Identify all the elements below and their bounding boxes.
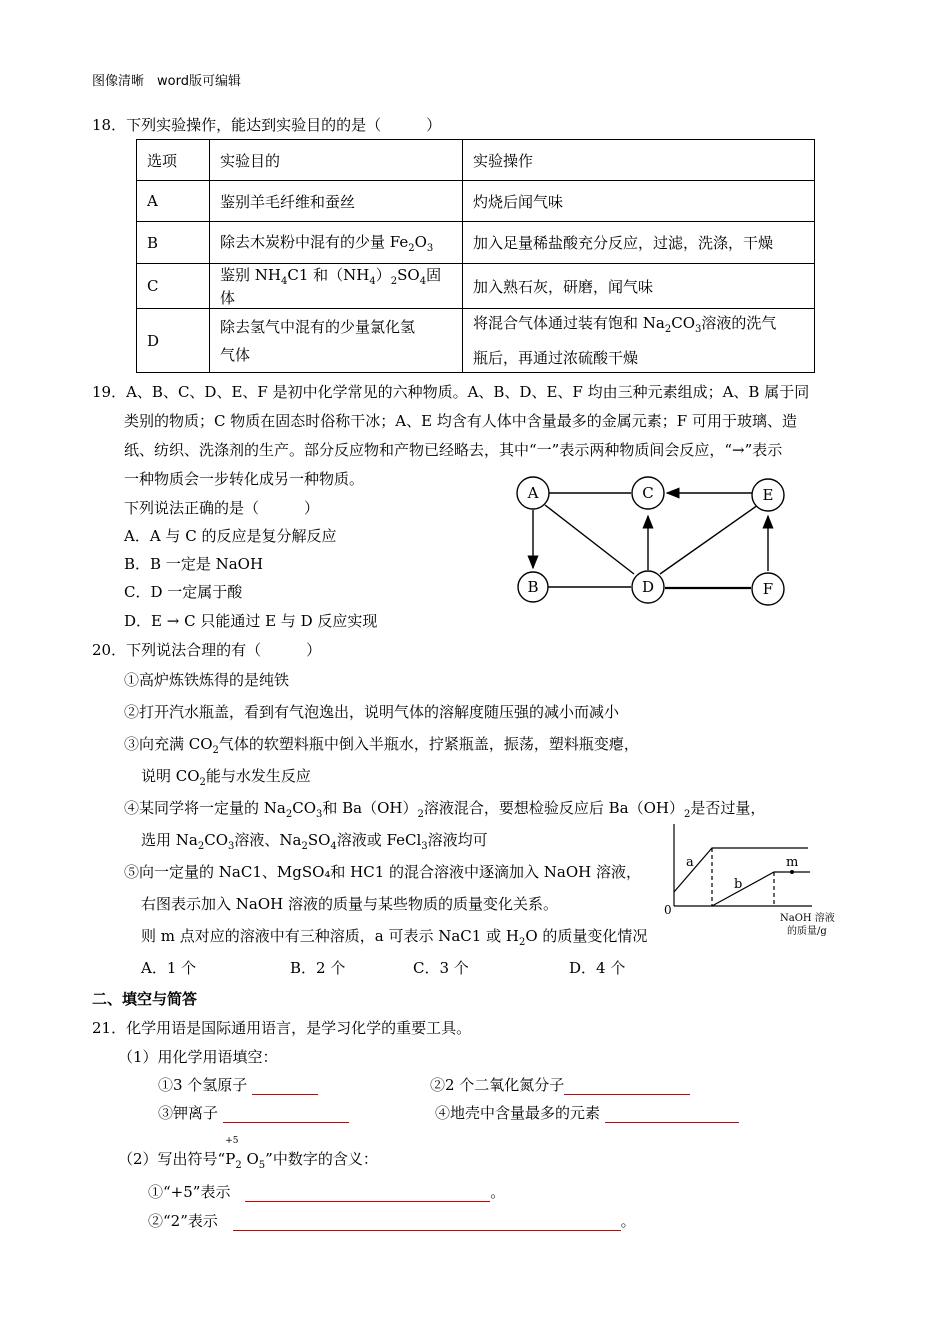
label-a: a xyxy=(686,855,694,870)
q20-mass-graph xyxy=(660,822,840,944)
q19-line: 一种物质会一步转化成另一种物质。 xyxy=(124,470,365,488)
header-cell: 实验目的 xyxy=(210,140,463,181)
q20-statement-cont: 选用 $Na_2CO_3$溶液、$Na_2SO_4$溶液或 FeCl$_3$溶液均可 xyxy=(141,831,488,852)
table-row xyxy=(137,181,815,222)
answer-blank[interactable] xyxy=(605,1106,739,1123)
q19-line: 纸、纺织、洗涤剂的生产。部分反应物和产物已经略去，其中“一”表示两种物质间会反应，“→”表示 xyxy=(124,441,783,459)
q21-item: ①3 个氢原子 xyxy=(158,1074,318,1095)
q20-statement: ①高炉炼铁炼得的是纯铁 xyxy=(124,671,290,689)
label-origin: 0 xyxy=(664,903,672,917)
curve-b xyxy=(712,872,810,906)
header-cell: 实验操作 xyxy=(463,140,815,181)
q20-statement: ④某同学将一定量的 $Na_2CO_3$和 $Ba(OH)_2$溶液混合，要想检验反应后 $Ba(OH)_2$是否过量， xyxy=(124,799,766,820)
q21-item: ④地壳中含量最多的元素 xyxy=(435,1102,739,1123)
node-b: B xyxy=(527,578,539,596)
answer-blank[interactable] xyxy=(245,1185,490,1202)
q20-option: B．2 个 xyxy=(290,959,346,977)
purpose-cell: 除去木炭粉中混有的少量 $Fe_2O_3$ xyxy=(210,222,463,264)
q20-option: D．4 个 xyxy=(569,959,626,977)
operation-cell: 将混合气体通过装有饱和 $Na_2CO_3$溶液的洗气 瓶后，再通过浓硫酸干燥 xyxy=(463,309,815,373)
q20-option: A．1 个 xyxy=(141,959,197,977)
q19-option: A．A 与 C 的反应是复分解反应 xyxy=(124,527,337,545)
q19-line: 19．A、B、C、D、E、F 是初中化学常见的六种物质。A、B、D、E、F 均由三种元素组成；A、B 属于同 xyxy=(92,383,810,401)
q19-option: B．B 一定是 NaOH xyxy=(124,555,264,573)
edge-a-d xyxy=(545,505,634,574)
q20-statement: ⑤向一定量的 NaC1、MgSO₄和 HC1 的混合溶液中逐滴加入 NaOH 溶液， xyxy=(124,863,642,881)
section-title: 二、填空与简答 xyxy=(92,990,198,1008)
node-c: C xyxy=(642,484,654,502)
node-f: F xyxy=(762,580,774,598)
q21-stem: 21．化学用语是国际通用语言，是学习化学的重要工具。 xyxy=(92,1019,472,1037)
q21-part: （1）用化学用语填空： xyxy=(118,1048,278,1066)
q19-relation-diagram xyxy=(500,470,800,610)
operation-cell: 加入足量稀盐酸充分反应，过滤，洗涤，干燥 xyxy=(463,222,815,264)
q19-line: 类别的物质；C 物质在固态时俗称干冰；A、E 均含有人体中含量最多的金属元素；F 可用于玻璃、造 xyxy=(124,412,797,430)
q21-item: ③钾离子 xyxy=(158,1102,349,1123)
purpose-cell: 鉴别 $NH_4C1$ 和$(NH_4)_2SO_4$固体 xyxy=(210,264,463,309)
point-m xyxy=(790,870,794,874)
x-axis-label: 的质量/g xyxy=(787,926,827,937)
q19-option: D．E → C 只能通过 E 与 D 反应实现 xyxy=(124,612,378,630)
table-row xyxy=(137,222,815,264)
label-m: m xyxy=(786,855,799,870)
q18-stem: 18．下列实验操作，能达到实验目的的是（ ） xyxy=(92,116,442,134)
q19-option: C．D 一定属于酸 xyxy=(124,583,243,601)
purpose-cell: 除去氢气中混有的少量氯化氢 气体 xyxy=(210,309,463,373)
q19-question: 下列说法正确的是（ ） xyxy=(124,499,320,517)
operation-cell: 灼烧后闻气味 xyxy=(463,181,815,222)
node-e: E xyxy=(762,486,774,504)
table-row xyxy=(137,264,815,309)
chemical-symbol: +5 $P_2$ $O_5$ xyxy=(225,1136,266,1171)
option-cell: D xyxy=(137,309,210,373)
option-cell: A xyxy=(137,181,210,222)
label-b: b xyxy=(734,877,743,892)
q18-table xyxy=(136,139,815,373)
q21-item: ②2 个二氧化氮分子 xyxy=(430,1074,690,1095)
q21-part: （2）写出符号“ +5 $P_2$ $O_5$”中数字的含义： xyxy=(118,1136,378,1171)
q21-item: ②“2”表示 。 xyxy=(148,1212,636,1230)
edge-d-e xyxy=(660,505,758,574)
purpose-cell: 鉴别羊毛纤维和蚕丝 xyxy=(210,181,463,222)
page-header: 图像清晰 word版可编辑 xyxy=(92,74,241,89)
answer-blank[interactable] xyxy=(564,1078,690,1095)
node-d: D xyxy=(641,578,655,596)
q20-stem: 20．下列说法合理的有（ ） xyxy=(92,641,322,659)
header-cell: 选项 xyxy=(137,140,210,181)
table-header-row xyxy=(137,140,815,181)
q20-statement-cont: 右图表示加入 NaOH 溶液的质量与某些物质的质量变化关系。 xyxy=(141,895,558,913)
answer-blank[interactable] xyxy=(223,1106,349,1123)
q20-option: C．3 个 xyxy=(413,959,469,977)
option-cell: C xyxy=(137,264,210,309)
q20-statement: ③向充满 $CO_2$气体的软塑料瓶中倒入半瓶水，拧紧瓶盖，振荡，塑料瓶变瘪， xyxy=(124,735,639,756)
option-cell: B xyxy=(137,222,210,264)
operation-cell: 加入熟石灰，研磨，闻气味 xyxy=(463,264,815,309)
q20-statement-cont: 则 m 点对应的溶液中有三种溶质，a 可表示 NaC1 或 $H_2O$ 的质量变化情况 xyxy=(141,927,648,948)
q20-statement: ②打开汽水瓶盖，看到有气泡逸出，说明气体的溶解度随压强的减小而减小 xyxy=(124,703,620,721)
answer-blank[interactable] xyxy=(233,1214,621,1231)
answer-blank[interactable] xyxy=(252,1078,318,1095)
table-row xyxy=(137,309,815,373)
x-axis-label: NaOH 溶液 xyxy=(780,913,835,924)
q21-item: ①“+5”表示 。 xyxy=(148,1183,506,1201)
node-a: A xyxy=(527,484,539,502)
q20-statement-cont: 说明 $CO_2$能与水发生反应 xyxy=(141,767,311,788)
